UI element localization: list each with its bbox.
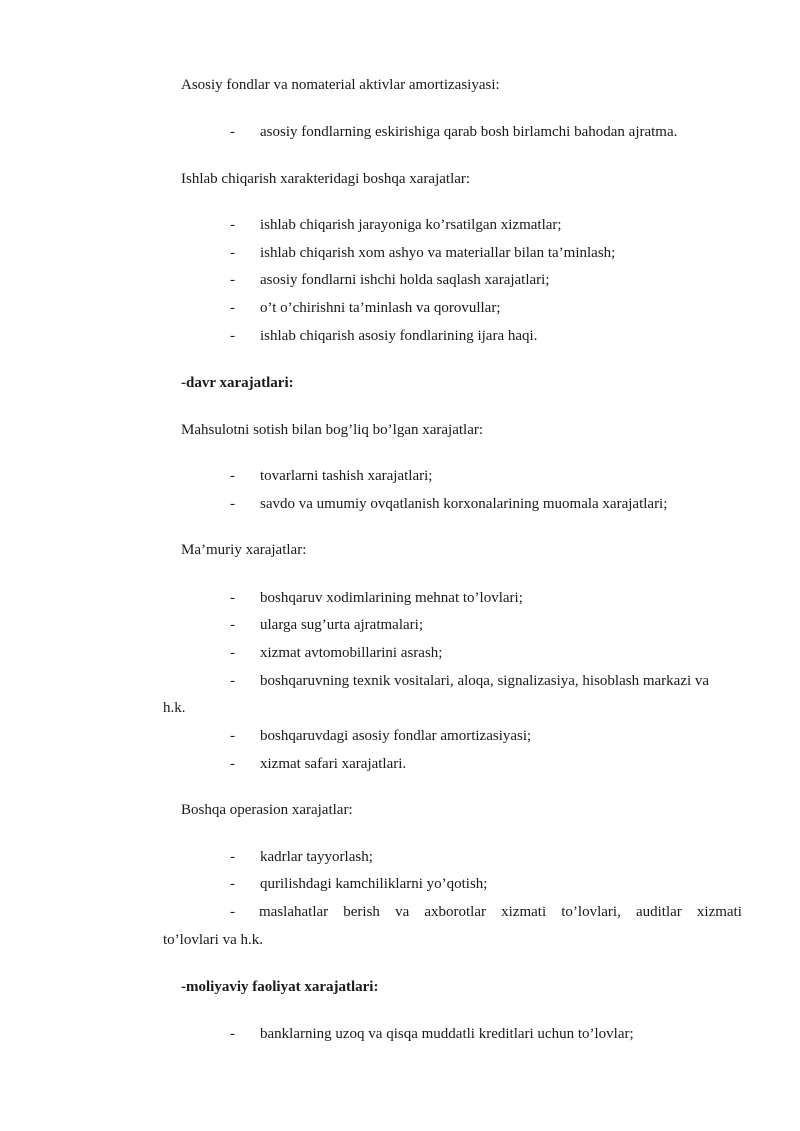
bullet-dash: - <box>230 756 235 772</box>
bullet-dash: - <box>230 124 235 140</box>
bullet-dash: - <box>230 904 235 920</box>
list-item-text: o’t o’chirishni ta’minlash va qorovullar; <box>260 300 501 316</box>
list-item-text: xizmat safari xarajatlari. <box>260 756 407 772</box>
bullet-dash: - <box>230 876 235 892</box>
justified-word: to’lovlari, <box>561 904 621 920</box>
list-item-continuation: h.k. <box>163 700 186 716</box>
bullet-dash: - <box>230 217 235 233</box>
justified-word: axborotlar <box>424 904 486 920</box>
bullet-dash: - <box>230 1026 235 1042</box>
bold-heading: -moliyaviy faoliyat xarajatlari: <box>181 979 379 995</box>
list-item-text: asosiy fondlarning eskirishiga qarab bosh birlamchi bahodan ajratma. <box>260 124 678 140</box>
bullet-dash: - <box>230 272 235 288</box>
list-item-text: xizmat avtomobillarini asrash; <box>260 645 443 661</box>
bullet-dash: - <box>230 300 235 316</box>
justified-word: berish <box>343 904 380 920</box>
bullet-dash: - <box>230 728 235 744</box>
bullet-dash: - <box>230 849 235 865</box>
list-item-text: savdo va umumiy ovqatlanish korxonalarining muomala xarajatlari; <box>260 496 668 512</box>
list-item-text: boshqaruvdagi asosiy fondlar amortizasiyasi; <box>260 728 532 744</box>
bullet-dash: - <box>230 617 235 633</box>
justified-line <box>259 904 742 921</box>
bullet-dash: - <box>230 245 235 261</box>
justified-word: maslahatlar <box>259 904 329 920</box>
bullet-dash: - <box>230 590 235 606</box>
justified-word: va <box>395 904 410 920</box>
justified-word: xizmati <box>696 904 742 920</box>
bullet-dash: - <box>230 645 235 661</box>
list-item-text: qurilishdagi kamchiliklarni yo’qotish; <box>260 876 488 892</box>
bold-heading: -davr xarajatlari: <box>181 375 294 391</box>
section-heading: Boshqa operasion xarajatlar: <box>181 802 353 818</box>
list-item-text: tovarlarni tashish xarajatlari; <box>260 468 433 484</box>
list-item-text: kadrlar tayyorlash; <box>260 849 373 865</box>
list-item-text: ularga sug’urta ajratmalari; <box>260 617 423 633</box>
bullet-dash: - <box>230 468 235 484</box>
list-item-text: banklarning uzoq va qisqa muddatli kreditlari uchun to’lovlar; <box>260 1026 634 1042</box>
list-item-text: ishlab chiqarish jarayoniga ko’rsatilgan xizmatlar; <box>260 217 562 233</box>
section-heading: Ma’muriy xarajatlar: <box>181 542 307 558</box>
list-item-text: boshqaruvning texnik vositalari, aloqa, signalizasiya, hisoblash markazi va <box>260 673 710 689</box>
section-heading: Mahsulotni sotish bilan bog’liq bo’lgan xarajatlar: <box>181 422 484 438</box>
section-heading: Ishlab chiqarish xarakteridagi boshqa xarajatlar: <box>181 171 471 187</box>
justified-word: xizmati <box>501 904 547 920</box>
bullet-dash: - <box>230 496 235 512</box>
section-heading: Asosiy fondlar va nomaterial aktivlar amortizasiyasi: <box>181 77 500 93</box>
justified-word: auditlar <box>635 904 682 920</box>
bullet-dash: - <box>230 673 235 689</box>
list-item-text: boshqaruv xodimlarining mehnat to’lovlari; <box>260 590 523 606</box>
list-item-text: ishlab chiqarish xom ashyo va materiallar bilan ta’minlash; <box>260 245 616 261</box>
list-item-text: asosiy fondlarni ishchi holda saqlash xarajatlari; <box>260 272 550 288</box>
bullet-dash: - <box>230 328 235 344</box>
list-item-text: ishlab chiqarish asosiy fondlarining ijara haqi. <box>260 328 538 344</box>
list-item-continuation: to’lovlari va h.k. <box>163 932 263 948</box>
